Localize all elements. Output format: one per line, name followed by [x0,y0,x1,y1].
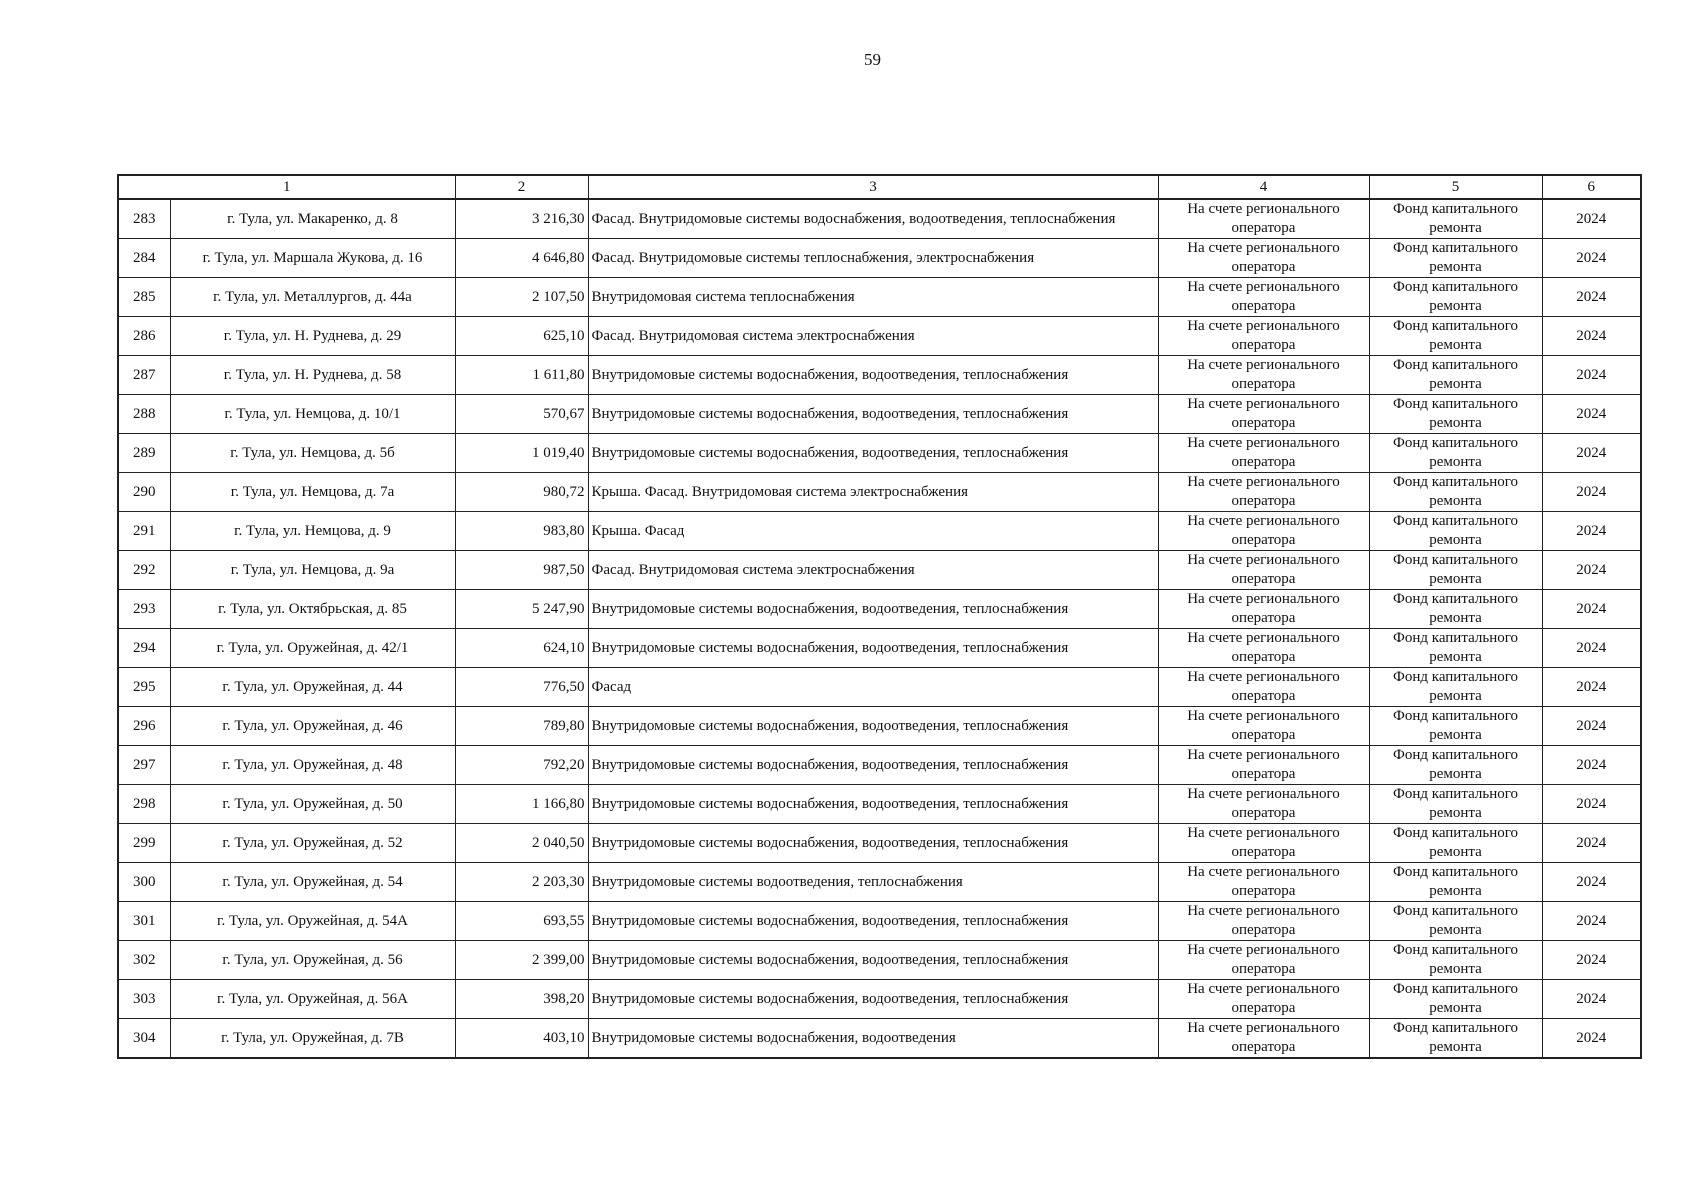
account-cell: На счете регионального оператора [1158,356,1369,395]
year-cell: 2024 [1542,629,1641,668]
works-cell: Фасад. Внутридомовая система электроснабжения [588,317,1158,356]
year-cell: 2024 [1542,668,1641,707]
page-number: 59 [864,50,881,69]
table-row [118,902,1641,941]
works-cell: Внутридомовые системы водоснабжения, водоотведения, теплоснабжения [588,980,1158,1019]
address-cell: г. Тула, ул. Оружейная, д. 42/1 [170,629,455,668]
table-row [118,590,1641,629]
fund-cell: Фонд капитального ремонта [1369,941,1542,980]
works-cell: Внутридомовые системы водоотведения, теплоснабжения [588,863,1158,902]
year-cell: 2024 [1542,707,1641,746]
year-cell: 2024 [1542,473,1641,512]
fund-cell: Фонд капитального ремонта [1369,317,1542,356]
table-row [118,707,1641,746]
row-number: 284 [118,239,170,278]
cost-cell: 1 019,40 [455,434,588,473]
fund-cell: Фонд капитального ремонта [1369,199,1542,239]
cost-cell: 624,10 [455,629,588,668]
account-cell: На счете регионального оператора [1158,199,1369,239]
account-cell: На счете регионального оператора [1158,629,1369,668]
works-cell: Внутридомовые системы водоснабжения, водоотведения, теплоснабжения [588,434,1158,473]
table-row [118,395,1641,434]
address-cell: г. Тула, ул. Оружейная, д. 7В [170,1019,455,1059]
table-row [118,434,1641,473]
cost-cell: 403,10 [455,1019,588,1059]
account-cell: На счете регионального оператора [1158,941,1369,980]
fund-cell: Фонд капитального ремонта [1369,629,1542,668]
cost-cell: 983,80 [455,512,588,551]
cost-cell: 1 166,80 [455,785,588,824]
column-header-5: 5 [1369,175,1542,199]
year-cell: 2024 [1542,1019,1641,1059]
cost-cell: 4 646,80 [455,239,588,278]
row-number: 287 [118,356,170,395]
account-cell: На счете регионального оператора [1158,902,1369,941]
row-number: 290 [118,473,170,512]
cost-cell: 2 107,50 [455,278,588,317]
works-cell: Фасад. Внутридомовая система электроснабжения [588,551,1158,590]
account-cell: На счете регионального оператора [1158,1019,1369,1059]
address-cell: г. Тула, ул. Оружейная, д. 54А [170,902,455,941]
table-row [118,824,1641,863]
account-cell: На счете регионального оператора [1158,707,1369,746]
table-row [118,239,1641,278]
works-cell: Внутридомовая система теплоснабжения [588,278,1158,317]
row-number: 299 [118,824,170,863]
fund-cell: Фонд капитального ремонта [1369,278,1542,317]
fund-cell: Фонд капитального ремонта [1369,824,1542,863]
row-number: 288 [118,395,170,434]
account-cell: На счете регионального оператора [1158,746,1369,785]
year-cell: 2024 [1542,551,1641,590]
row-number: 302 [118,941,170,980]
address-cell: г. Тула, ул. Немцова, д. 10/1 [170,395,455,434]
cost-cell: 792,20 [455,746,588,785]
row-number: 283 [118,199,170,239]
column-header-4: 4 [1158,175,1369,199]
fund-cell: Фонд капитального ремонта [1369,395,1542,434]
works-cell: Фасад [588,668,1158,707]
works-cell: Внутридомовые системы водоснабжения, водоотведения, теплоснабжения [588,941,1158,980]
year-cell: 2024 [1542,395,1641,434]
address-cell: г. Тула, ул. Немцова, д. 9а [170,551,455,590]
cost-cell: 1 611,80 [455,356,588,395]
address-cell: г. Тула, ул. Оружейная, д. 48 [170,746,455,785]
address-cell: г. Тула, ул. Оружейная, д. 54 [170,863,455,902]
works-cell: Фасад. Внутридомовые системы водоснабжения, водоотведения, теплоснабжения [588,199,1158,239]
year-cell: 2024 [1542,902,1641,941]
row-number: 294 [118,629,170,668]
fund-cell: Фонд капитального ремонта [1369,512,1542,551]
row-number: 292 [118,551,170,590]
cost-cell: 980,72 [455,473,588,512]
works-cell: Крыша. Фасад. Внутридомовая система электроснабжения [588,473,1158,512]
fund-cell: Фонд капитального ремонта [1369,863,1542,902]
table-row [118,863,1641,902]
year-cell: 2024 [1542,317,1641,356]
cost-cell: 987,50 [455,551,588,590]
row-number: 298 [118,785,170,824]
cost-cell: 2 399,00 [455,941,588,980]
cost-cell: 2 040,50 [455,824,588,863]
year-cell: 2024 [1542,941,1641,980]
cost-cell: 3 216,30 [455,199,588,239]
address-cell: г. Тула, ул. Оружейная, д. 46 [170,707,455,746]
fund-cell: Фонд капитального ремонта [1369,473,1542,512]
works-cell: Внутридомовые системы водоснабжения, водоотведения, теплоснабжения [588,707,1158,746]
column-header-3: 3 [588,175,1158,199]
row-number: 295 [118,668,170,707]
account-cell: На счете регионального оператора [1158,239,1369,278]
year-cell: 2024 [1542,512,1641,551]
account-cell: На счете регионального оператора [1158,512,1369,551]
account-cell: На счете регионального оператора [1158,434,1369,473]
table-row [118,668,1641,707]
table-row [118,980,1641,1019]
works-cell: Внутридомовые системы водоснабжения, водоотведения, теплоснабжения [588,395,1158,434]
address-cell: г. Тула, ул. Оружейная, д. 56 [170,941,455,980]
address-cell: г. Тула, ул. Макаренко, д. 8 [170,199,455,239]
column-header-6: 6 [1542,175,1641,199]
fund-cell: Фонд капитального ремонта [1369,239,1542,278]
row-number: 293 [118,590,170,629]
year-cell: 2024 [1542,356,1641,395]
works-cell: Внутридомовые системы водоснабжения, водоотведения, теплоснабжения [588,785,1158,824]
account-cell: На счете регионального оператора [1158,317,1369,356]
fund-cell: Фонд капитального ремонта [1369,746,1542,785]
row-number: 301 [118,902,170,941]
cost-cell: 625,10 [455,317,588,356]
cost-cell: 2 203,30 [455,863,588,902]
table-row [118,512,1641,551]
year-cell: 2024 [1542,278,1641,317]
table-body [118,199,1641,1058]
table-row [118,551,1641,590]
row-number: 296 [118,707,170,746]
works-cell: Внутридомовые системы водоснабжения, водоотведения [588,1019,1158,1059]
address-cell: г. Тула, ул. Оружейная, д. 56А [170,980,455,1019]
address-cell: г. Тула, ул. Маршала Жукова, д. 16 [170,239,455,278]
cost-cell: 789,80 [455,707,588,746]
year-cell: 2024 [1542,239,1641,278]
account-cell: На счете регионального оператора [1158,473,1369,512]
account-cell: На счете регионального оператора [1158,980,1369,1019]
fund-cell: Фонд капитального ремонта [1369,707,1542,746]
works-cell: Внутридомовые системы водоснабжения, водоотведения, теплоснабжения [588,824,1158,863]
row-number: 300 [118,863,170,902]
address-cell: г. Тула, ул. Немцова, д. 7а [170,473,455,512]
year-cell: 2024 [1542,434,1641,473]
address-cell: г. Тула, ул. Металлургов, д. 44а [170,278,455,317]
address-cell: г. Тула, ул. Оружейная, д. 50 [170,785,455,824]
address-cell: г. Тула, ул. Н. Руднева, д. 58 [170,356,455,395]
works-cell: Внутридомовые системы водоснабжения, водоотведения, теплоснабжения [588,746,1158,785]
table-row [118,629,1641,668]
fund-cell: Фонд капитального ремонта [1369,980,1542,1019]
row-number: 291 [118,512,170,551]
works-cell: Внутридомовые системы водоснабжения, водоотведения, теплоснабжения [588,902,1158,941]
address-cell: г. Тула, ул. Немцова, д. 5б [170,434,455,473]
row-number: 303 [118,980,170,1019]
cost-cell: 398,20 [455,980,588,1019]
cost-cell: 5 247,90 [455,590,588,629]
works-cell: Фасад. Внутридомовые системы теплоснабжения, электроснабжения [588,239,1158,278]
cost-cell: 570,67 [455,395,588,434]
address-cell: г. Тула, ул. Немцова, д. 9 [170,512,455,551]
fund-cell: Фонд капитального ремонта [1369,434,1542,473]
table-row [118,746,1641,785]
works-cell: Внутридомовые системы водоснабжения, водоотведения, теплоснабжения [588,629,1158,668]
year-cell: 2024 [1542,590,1641,629]
address-cell: г. Тула, ул. Октябрьская, д. 85 [170,590,455,629]
table-row [118,199,1641,239]
account-cell: На счете регионального оператора [1158,824,1369,863]
cost-cell: 693,55 [455,902,588,941]
year-cell: 2024 [1542,746,1641,785]
works-cell: Крыша. Фасад [588,512,1158,551]
fund-cell: Фонд капитального ремонта [1369,785,1542,824]
year-cell: 2024 [1542,785,1641,824]
year-cell: 2024 [1542,199,1641,239]
address-cell: г. Тула, ул. Оружейная, д. 52 [170,824,455,863]
year-cell: 2024 [1542,863,1641,902]
works-cell: Внутридомовые системы водоснабжения, водоотведения, теплоснабжения [588,590,1158,629]
fund-cell: Фонд капитального ремонта [1369,1019,1542,1059]
account-cell: На счете регионального оператора [1158,863,1369,902]
year-cell: 2024 [1542,824,1641,863]
row-number: 285 [118,278,170,317]
repair-register-table [117,174,1642,1059]
table-row [118,941,1641,980]
year-cell: 2024 [1542,980,1641,1019]
table-row [118,317,1641,356]
column-header-2: 2 [455,175,588,199]
fund-cell: Фонд капитального ремонта [1369,668,1542,707]
row-number: 286 [118,317,170,356]
fund-cell: Фонд капитального ремонта [1369,551,1542,590]
column-header-1: 1 [118,175,455,199]
fund-cell: Фонд капитального ремонта [1369,902,1542,941]
account-cell: На счете регионального оператора [1158,551,1369,590]
table-row [118,1019,1641,1059]
table-row [118,356,1641,395]
account-cell: На счете регионального оператора [1158,785,1369,824]
fund-cell: Фонд капитального ремонта [1369,590,1542,629]
table-row [118,278,1641,317]
address-cell: г. Тула, ул. Н. Руднева, д. 29 [170,317,455,356]
account-cell: На счете регионального оператора [1158,278,1369,317]
cost-cell: 776,50 [455,668,588,707]
row-number: 304 [118,1019,170,1059]
works-cell: Внутридомовые системы водоснабжения, водоотведения, теплоснабжения [588,356,1158,395]
fund-cell: Фонд капитального ремонта [1369,356,1542,395]
row-number: 297 [118,746,170,785]
address-cell: г. Тула, ул. Оружейная, д. 44 [170,668,455,707]
row-number: 289 [118,434,170,473]
table-row [118,473,1641,512]
column-number-row [118,175,1641,199]
table-row [118,785,1641,824]
account-cell: На счете регионального оператора [1158,668,1369,707]
account-cell: На счете регионального оператора [1158,395,1369,434]
account-cell: На счете регионального оператора [1158,590,1369,629]
